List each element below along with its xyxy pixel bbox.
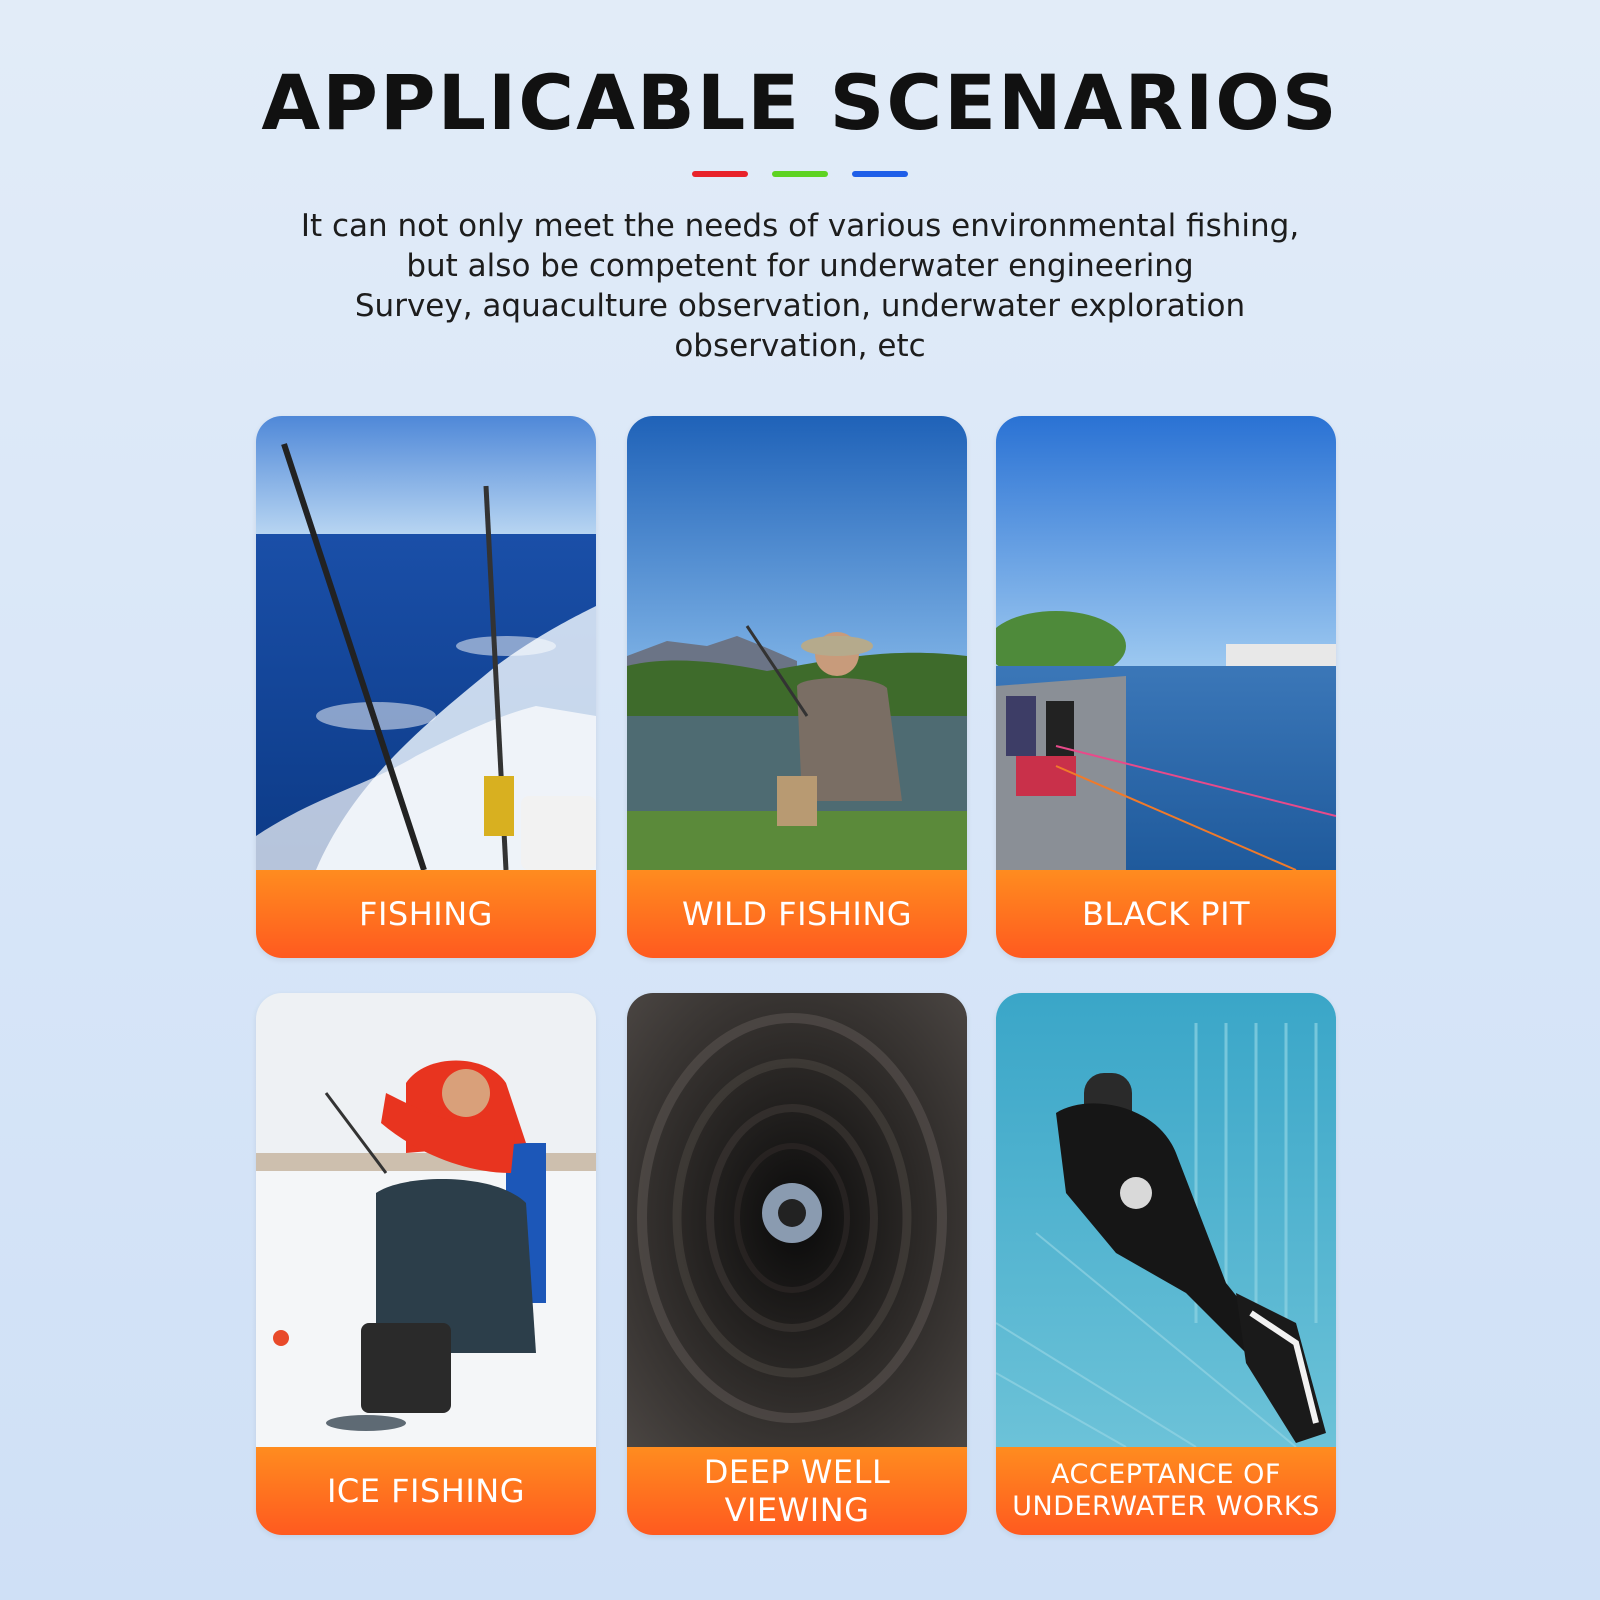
scenario-card-black-pit [996,416,1336,958]
lake-fishing-photo [627,416,967,870]
description [200,206,1400,366]
description-line: It can not only meet the needs of various environmental fishing, [300,208,1300,244]
description-line: observation, etc [674,328,926,364]
accent-bar-red [692,171,748,177]
accent-bar-green [772,171,828,177]
pond-fishing-photo [996,416,1336,870]
sea-fishing-photo [256,416,596,870]
scenario-label: BLACK PIT [996,870,1336,958]
description-line: Survey, aquaculture observation, underwater exploration [354,288,1246,324]
scenario-label: FISHING [256,870,596,958]
accent-bar-blue [852,171,908,177]
accent-bars [0,171,1600,177]
ice-fishing-photo [256,993,596,1447]
scenario-label: DEEP WELL VIEWING [627,1447,967,1535]
scenario-card-deep-well-viewing [627,993,967,1535]
deep-well-photo [627,993,967,1447]
scenario-label: WILD FISHING [627,870,967,958]
scenario-card-ice-fishing [256,993,596,1535]
diver-underwater-photo [996,993,1336,1447]
scenario-label-line: UNDERWATER WORKS [1012,1491,1320,1522]
page-title: APPLICABLE SCENARIOS [261,58,1339,147]
scenario-card-fishing [256,416,596,958]
scenario-label [996,1447,1336,1535]
scenario-card-underwater-works [996,993,1336,1535]
scenario-card-wild-fishing [627,416,967,958]
scenario-label: ICE FISHING [256,1447,596,1535]
scenario-label-line: ACCEPTANCE OF [1051,1459,1281,1490]
description-line: but also be competent for underwater engineering [406,248,1194,284]
